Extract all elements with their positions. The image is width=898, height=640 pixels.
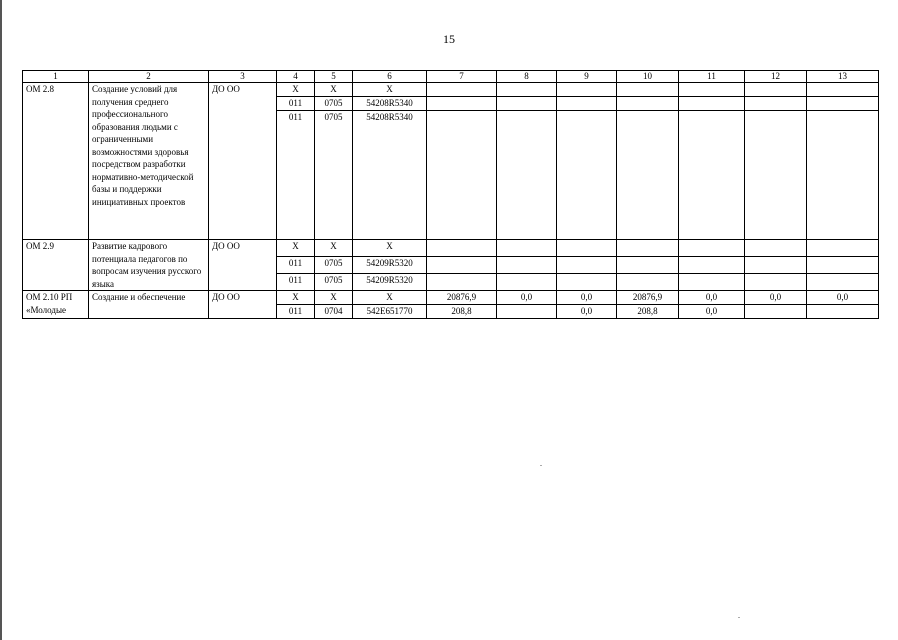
value-cell: [679, 274, 745, 291]
header-cell: 9: [557, 71, 617, 83]
section-cell: Х: [315, 240, 353, 257]
value-cell: [807, 111, 879, 240]
value-cell: [497, 274, 557, 291]
value-cell: [427, 97, 497, 111]
header-cell: 1: [23, 71, 89, 83]
value-cell: [807, 97, 879, 111]
scan-speck: [540, 465, 542, 466]
grbs-cell: Х: [277, 83, 315, 97]
target-article-cell: 54209R5320: [353, 274, 427, 291]
value-cell: [807, 274, 879, 291]
value-cell: [557, 257, 617, 274]
measure-name: Создание и обеспечение: [89, 291, 209, 319]
value-cell: 20876,9: [427, 291, 497, 305]
value-cell: [745, 97, 807, 111]
value-cell: 20876,9: [617, 291, 679, 305]
header-cell: 12: [745, 71, 807, 83]
grbs-cell: 011: [277, 111, 315, 240]
grbs-cell: 011: [277, 274, 315, 291]
value-cell: [497, 83, 557, 97]
value-cell: [557, 111, 617, 240]
responsible: ДО ОО: [209, 291, 277, 319]
value-cell: 0,0: [745, 291, 807, 305]
value-cell: [617, 83, 679, 97]
value-cell: 0,0: [497, 291, 557, 305]
value-cell: 0,0: [557, 305, 617, 319]
target-article-cell: Х: [353, 83, 427, 97]
section-cell: 0705: [315, 97, 353, 111]
value-cell: [557, 274, 617, 291]
measure-code: ОМ 2.8: [23, 83, 89, 240]
value-cell: [497, 111, 557, 240]
header-cell: 13: [807, 71, 879, 83]
value-cell: [745, 257, 807, 274]
target-article-cell: 54208R5340: [353, 111, 427, 240]
value-cell: [745, 83, 807, 97]
value-cell: [497, 97, 557, 111]
grbs-cell: 011: [277, 305, 315, 319]
value-cell: [617, 97, 679, 111]
value-cell: 0,0: [557, 291, 617, 305]
value-cell: 208,8: [427, 305, 497, 319]
section-cell: Х: [315, 83, 353, 97]
value-cell: 0,0: [679, 305, 745, 319]
value-cell: [617, 240, 679, 257]
measure-code: ОМ 2.9: [23, 240, 89, 291]
value-cell: [807, 83, 879, 97]
header-cell: 11: [679, 71, 745, 83]
measure-name: Создание условий для получения среднего профессионального образования людьми с ограниченными возможностями здоровья посредством разработки нормативно-методической базы и поддержки инициативных проектов: [89, 83, 209, 240]
grbs-cell: 011: [277, 97, 315, 111]
target-article-cell: 542E651770: [353, 305, 427, 319]
section-cell: 0705: [315, 111, 353, 240]
value-cell: [679, 111, 745, 240]
value-cell: [557, 240, 617, 257]
budget-table: [22, 70, 879, 319]
value-cell: [745, 240, 807, 257]
measure-name: Развитие кадрового потенциала педагогов по вопросам изучения русского языка: [89, 240, 209, 291]
table-row: [23, 83, 879, 97]
value-cell: [807, 305, 879, 319]
header-cell: 4: [277, 71, 315, 83]
header-cell: 2: [89, 71, 209, 83]
value-cell: [427, 111, 497, 240]
page-left-edge: [0, 0, 2, 640]
value-cell: [617, 257, 679, 274]
target-article-cell: Х: [353, 240, 427, 257]
grbs-cell: 011: [277, 257, 315, 274]
value-cell: [807, 257, 879, 274]
value-cell: [745, 274, 807, 291]
value-cell: [497, 305, 557, 319]
value-cell: 0,0: [807, 291, 879, 305]
value-cell: [557, 83, 617, 97]
measure-code: ОМ 2.10 РП «Молодые: [23, 291, 89, 319]
header-cell: 10: [617, 71, 679, 83]
value-cell: [427, 257, 497, 274]
grbs-cell: Х: [277, 291, 315, 305]
value-cell: 208,8: [617, 305, 679, 319]
section-cell: 0705: [315, 257, 353, 274]
section-cell: 0704: [315, 305, 353, 319]
header-cell: 6: [353, 71, 427, 83]
scan-speck: [738, 617, 740, 618]
grbs-cell: Х: [277, 240, 315, 257]
value-cell: [679, 97, 745, 111]
header-cell: 3: [209, 71, 277, 83]
value-cell: [807, 240, 879, 257]
value-cell: [679, 240, 745, 257]
target-article-cell: 54209R5320: [353, 257, 427, 274]
value-cell: [497, 240, 557, 257]
header-row: [23, 71, 879, 83]
value-cell: [427, 274, 497, 291]
table-row: [23, 291, 879, 305]
responsible: ДО ОО: [209, 83, 277, 240]
value-cell: [557, 97, 617, 111]
target-article-cell: Х: [353, 291, 427, 305]
value-cell: [617, 274, 679, 291]
value-cell: [427, 83, 497, 97]
value-cell: [427, 240, 497, 257]
value-cell: 0,0: [679, 291, 745, 305]
target-article-cell: 54208R5340: [353, 97, 427, 111]
responsible: ДО ОО: [209, 240, 277, 291]
value-cell: [745, 305, 807, 319]
section-cell: 0705: [315, 274, 353, 291]
value-cell: [745, 111, 807, 240]
value-cell: [679, 257, 745, 274]
value-cell: [617, 111, 679, 240]
value-cell: [679, 83, 745, 97]
header-cell: 7: [427, 71, 497, 83]
value-cell: [497, 257, 557, 274]
header-cell: 8: [497, 71, 557, 83]
header-cell: 5: [315, 71, 353, 83]
page-number: 15: [443, 32, 455, 46]
section-cell: Х: [315, 291, 353, 305]
table-row: [23, 240, 879, 257]
